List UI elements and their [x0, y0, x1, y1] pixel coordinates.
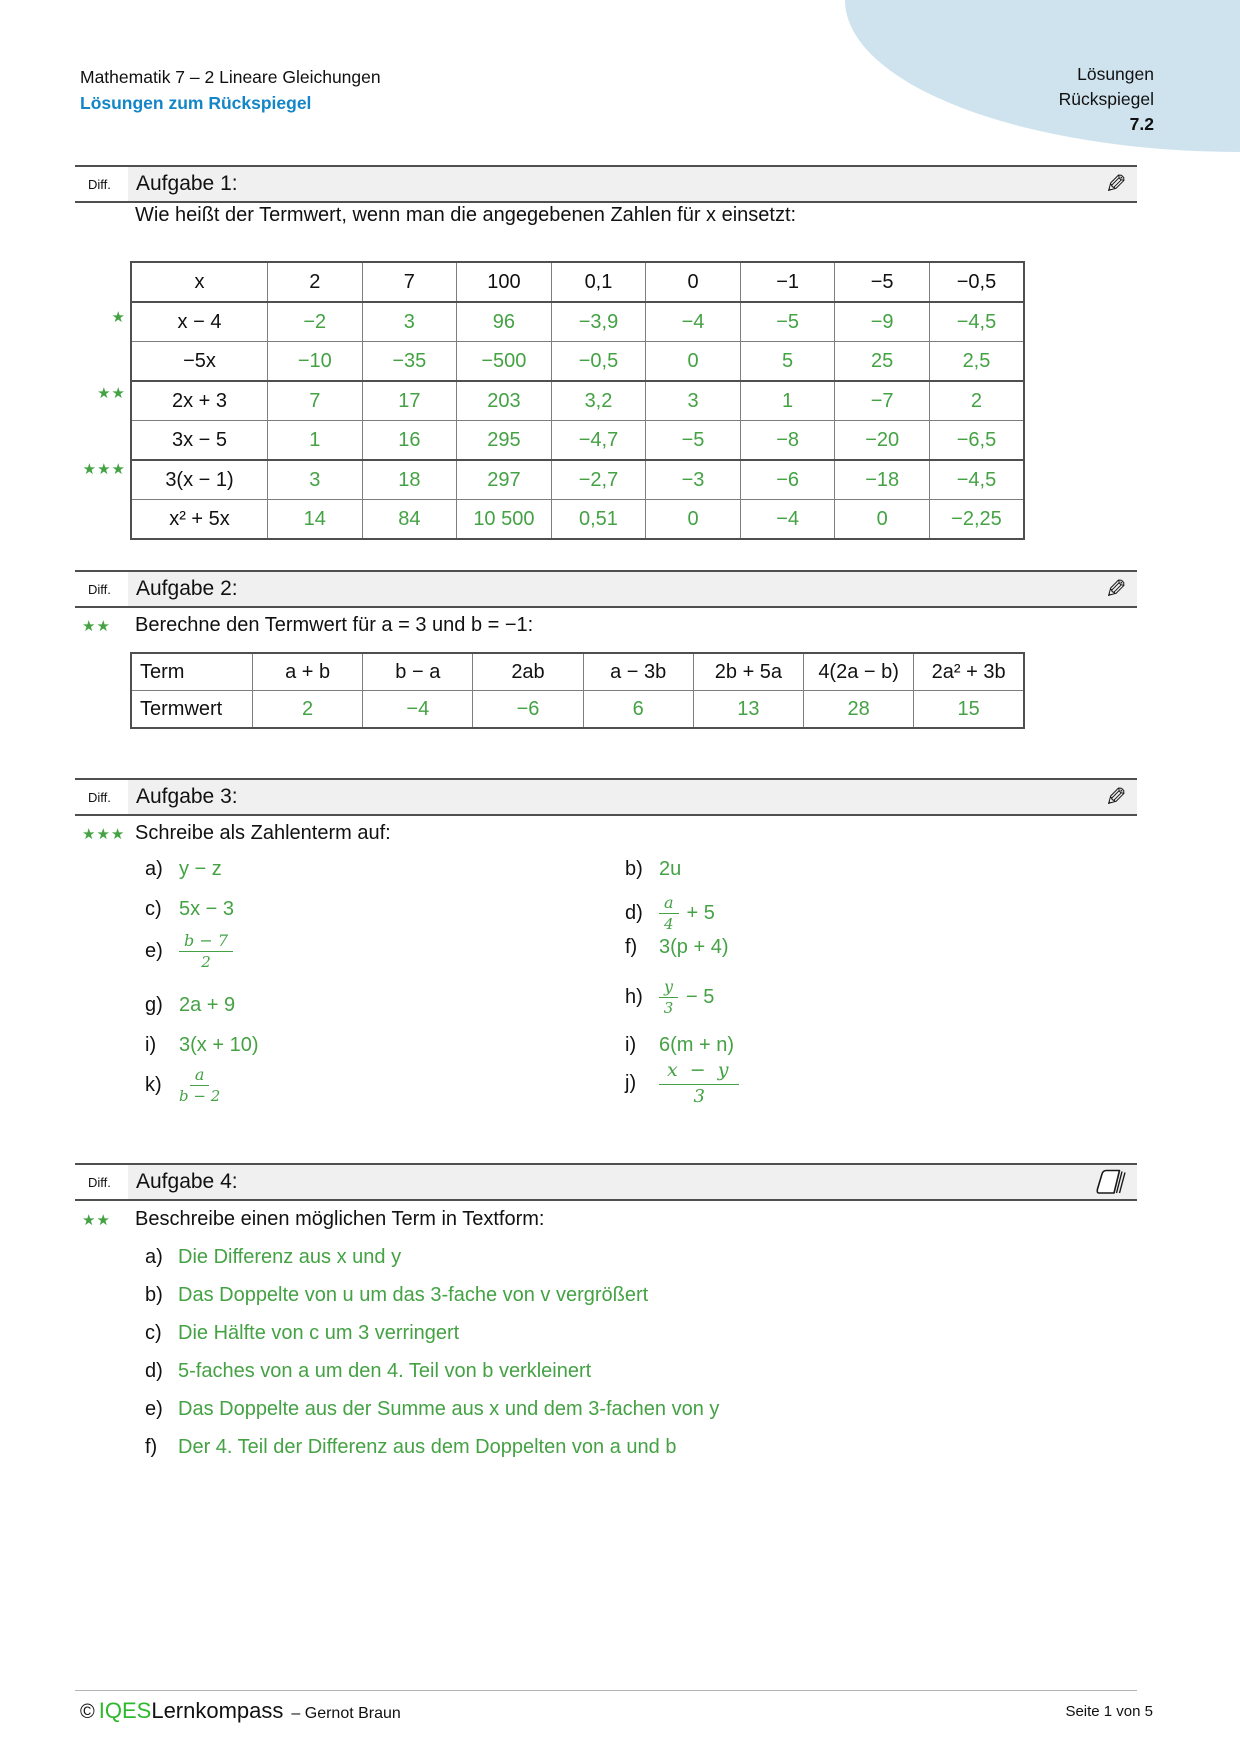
table-header-cell: −0,5 [929, 262, 1024, 302]
term-cell: x² + 5x [131, 500, 268, 540]
value-cell: 16 [362, 421, 457, 461]
fraction-numerator: x − y [659, 1060, 739, 1085]
fraction-expression [659, 978, 678, 1017]
value-cell: −5 [740, 302, 835, 342]
item-label: f) [625, 936, 638, 958]
fraction-expression [179, 932, 233, 971]
value-cell: 2 [253, 691, 363, 729]
task2-table-grid [130, 652, 1025, 729]
item-label: i) [145, 1034, 157, 1056]
value-cell: −8 [740, 421, 835, 461]
value-cell: 0 [646, 500, 741, 540]
item-label: a) [145, 858, 163, 880]
table-row [131, 500, 1024, 540]
value-cell: 5 [740, 342, 835, 382]
value-cell: 3 [268, 460, 363, 500]
value-cell: −5 [646, 421, 741, 461]
expression-item [625, 936, 734, 959]
expression-text: + 5 [686, 902, 715, 925]
pencil-icon: ✎ [1105, 574, 1127, 604]
value-cell: 3,2 [551, 381, 646, 421]
table-row [131, 342, 1024, 382]
item-label: c) [145, 1322, 162, 1344]
fraction-denominator: 3 [663, 999, 674, 1018]
fraction-denominator: 4 [664, 915, 674, 934]
value-cell: 28 [804, 691, 914, 729]
task2-instruction: Berechne den Termwert für a = 3 und b = −1: [135, 614, 534, 636]
expression-text: 3(x + 10) [179, 1034, 259, 1056]
footer-divider [75, 1690, 1137, 1691]
expression-item [145, 932, 241, 971]
value-cell: −2,25 [929, 500, 1024, 540]
value-cell: −4 [363, 691, 473, 729]
task2-header [75, 570, 1137, 608]
text-term-item [145, 1360, 591, 1383]
value-cell: 0 [835, 500, 930, 540]
expression-item [145, 994, 241, 1017]
text-term-item [145, 1436, 676, 1459]
task2-table [130, 652, 1025, 729]
table-header-cell: 100 [457, 262, 552, 302]
footer-author: – Gernot Braun [291, 1705, 401, 1722]
task3-title: Aufgabe 3: [136, 785, 238, 808]
task1-title: Aufgabe 1: [136, 172, 238, 195]
row-difficulty-stars: ★★★ [82, 461, 126, 478]
table-row [131, 691, 1024, 729]
fraction-expression [659, 1060, 739, 1107]
table-header-cell: x [131, 262, 268, 302]
task3-difficulty-stars: ★★★ [82, 826, 126, 843]
expression-item [145, 898, 240, 921]
term-cell: 3x − 5 [131, 421, 268, 461]
value-cell: 297 [457, 460, 552, 500]
task1-header-bar [128, 167, 1137, 201]
corner-line-rueckspiegel: Rückspiegel [1058, 89, 1154, 109]
item-answer-text: Das Doppelte von u um das 3-fache von v vergrößert [178, 1284, 649, 1306]
expression-item [625, 894, 721, 933]
task4-header-bar [128, 1165, 1137, 1199]
task2-title: Aufgabe 2: [136, 577, 238, 600]
value-cell: −35 [362, 342, 457, 382]
item-label: b) [145, 1284, 163, 1306]
table-header-cell: 2 [268, 262, 363, 302]
task4-title: Aufgabe 4: [136, 1170, 238, 1193]
task1-table [130, 261, 1025, 540]
fraction-denominator: 2 [201, 953, 211, 972]
value-cell: −2,7 [551, 460, 646, 500]
task2-header-bar [128, 572, 1137, 606]
value-cell: −3 [646, 460, 741, 500]
fraction-numerator: a [659, 894, 679, 914]
term-cell: 2b + 5a [693, 653, 803, 691]
item-label: b) [625, 858, 643, 880]
item-label: d) [145, 1360, 163, 1382]
value-cell: −10 [268, 342, 363, 382]
item-label: c) [145, 898, 162, 920]
row-label-cell: Termwert [131, 691, 253, 729]
table-header-cell: 0 [646, 262, 741, 302]
value-cell: −9 [835, 302, 930, 342]
value-cell: 3 [362, 302, 457, 342]
table-row [131, 302, 1024, 342]
value-cell: −0,5 [551, 342, 646, 382]
page-number: Seite 1 von 5 [1065, 1703, 1153, 1720]
value-cell: −2 [268, 302, 363, 342]
item-label: e) [145, 1398, 163, 1420]
task2-difficulty-stars: ★★ [82, 618, 111, 635]
expression-item [625, 1034, 740, 1057]
value-cell: 2 [929, 381, 1024, 421]
table-header-cell: 0,1 [551, 262, 646, 302]
value-cell: 25 [835, 342, 930, 382]
expression-item [625, 858, 687, 881]
fraction-expression [659, 894, 679, 933]
item-answer-text: Die Hälfte von c um 3 verringert [178, 1322, 460, 1344]
value-cell: −4 [646, 302, 741, 342]
text-term-item [145, 1398, 719, 1421]
diff-label: Diff. [75, 572, 128, 606]
value-cell: −18 [835, 460, 930, 500]
term-cell: 2x + 3 [131, 381, 268, 421]
value-cell: 13 [693, 691, 803, 729]
term-cell: 4(2a − b) [804, 653, 914, 691]
task3-instruction: Schreibe als Zahlenterm auf: [135, 822, 391, 844]
expression-item [145, 858, 228, 881]
value-cell: −4,5 [929, 460, 1024, 500]
item-label: g) [145, 994, 163, 1016]
term-cell: −5x [131, 342, 268, 382]
value-cell: 10 500 [457, 500, 552, 540]
brand-lernkompass: Lernkompass [151, 1698, 284, 1723]
corner-label [1059, 62, 1154, 137]
value-cell: 17 [362, 381, 457, 421]
text-term-item [145, 1322, 459, 1345]
item-label: j) [625, 1072, 637, 1095]
value-cell: −6 [473, 691, 583, 729]
value-cell: 1 [740, 381, 835, 421]
task1-table-grid [130, 261, 1025, 540]
expression-text: − 5 [686, 986, 715, 1009]
value-cell: 96 [457, 302, 552, 342]
value-cell: −3,9 [551, 302, 646, 342]
item-answer-text: Das Doppelte aus der Summe aus x und dem 3-fachen von y [178, 1398, 720, 1420]
fraction-denominator: 3 [693, 1085, 705, 1107]
diff-label: Diff. [75, 780, 128, 814]
corner-decoration [845, 0, 1240, 152]
text-term-item [145, 1246, 401, 1269]
task4-difficulty-stars: ★★ [82, 1212, 111, 1229]
row-difficulty-stars: ★ [111, 309, 126, 326]
expression-item [145, 1066, 228, 1105]
row-label-cell: Term [131, 653, 253, 691]
table-header-cell: 7 [362, 262, 457, 302]
value-cell: 2,5 [929, 342, 1024, 382]
corner-section-number: 7.2 [1129, 114, 1154, 134]
item-label: h) [625, 986, 643, 1009]
diff-label: Diff. [75, 1165, 128, 1199]
brand-iqes: IQES [98, 1698, 152, 1723]
item-label: e) [145, 940, 163, 963]
document-subtitle: Lösungen zum Rückspiegel [80, 93, 312, 113]
expression-text: 3(p + 4) [659, 936, 729, 958]
fraction-expression [179, 1066, 220, 1105]
value-cell: 7 [268, 381, 363, 421]
item-label: a) [145, 1246, 163, 1268]
value-cell: −7 [835, 381, 930, 421]
value-cell: 0,51 [551, 500, 646, 540]
task3-header-bar [128, 780, 1137, 814]
table-row [131, 381, 1024, 421]
expression-text: 2u [659, 858, 682, 880]
value-cell: −20 [835, 421, 930, 461]
document-title: Mathematik 7 – 2 Lineare Gleichungen [80, 67, 381, 87]
value-cell: 1 [268, 421, 363, 461]
item-answer-text: 5-faches von a um den 4. Teil von b verkleinert [178, 1360, 592, 1382]
item-label: k) [145, 1074, 162, 1097]
value-cell: 0 [646, 342, 741, 382]
fraction-numerator: a [190, 1066, 210, 1086]
item-label: f) [145, 1436, 158, 1458]
value-cell: 203 [457, 381, 552, 421]
value-cell: −4,7 [551, 421, 646, 461]
value-cell: 295 [457, 421, 552, 461]
footer-brand [80, 1698, 401, 1724]
value-cell: 18 [362, 460, 457, 500]
term-cell: 2ab [473, 653, 583, 691]
term-cell: a + b [253, 653, 363, 691]
expression-text: y − z [179, 858, 222, 880]
document-header [80, 64, 381, 116]
table-row [131, 421, 1024, 461]
item-answer-text: Die Differenz aus x und y [178, 1246, 402, 1268]
value-cell: −500 [457, 342, 552, 382]
task4-instruction: Beschreibe einen möglichen Term in Textform: [135, 1208, 545, 1230]
fraction-numerator: y [659, 978, 678, 998]
expression-item [625, 978, 720, 1017]
value-cell: −4 [740, 500, 835, 540]
task3-header [75, 778, 1137, 816]
expression-text: 2a + 9 [179, 994, 236, 1016]
item-label: i) [625, 1034, 637, 1056]
pencil-icon: ✎ [1105, 782, 1127, 812]
value-cell: 3 [646, 381, 741, 421]
term-cell: 3(x − 1) [131, 460, 268, 500]
row-difficulty-stars: ★★ [97, 385, 126, 402]
fraction-numerator: b − 7 [179, 932, 233, 952]
task4-header [75, 1163, 1137, 1201]
expression-text: 5x − 3 [179, 898, 235, 920]
corner-line-loesungen: Lösungen [1077, 64, 1154, 84]
table-header-row [131, 653, 1024, 691]
value-cell: 14 [268, 500, 363, 540]
value-cell: −6,5 [929, 421, 1024, 461]
task1-header [75, 165, 1137, 203]
expression-item [145, 1034, 264, 1057]
expression-text: 6(m + n) [659, 1034, 735, 1056]
value-cell: −4,5 [929, 302, 1024, 342]
value-cell: −6 [740, 460, 835, 500]
term-cell: 2a² + 3b [914, 653, 1024, 691]
pages-icon [1093, 1167, 1127, 1197]
item-answer-text: Der 4. Teil der Differenz aus dem Doppelten von a und b [178, 1436, 677, 1458]
fraction-denominator: b − 2 [179, 1087, 221, 1106]
item-label: d) [625, 902, 643, 925]
task1-instruction: Wie heißt der Termwert, wenn man die angegebenen Zahlen für x einsetzt: [135, 204, 797, 226]
diff-label: Diff. [75, 167, 128, 201]
value-cell: 84 [362, 500, 457, 540]
term-cell: b − a [363, 653, 473, 691]
value-cell: 15 [914, 691, 1024, 729]
expression-item [625, 1060, 747, 1107]
term-cell: a − 3b [583, 653, 693, 691]
value-cell: 6 [583, 691, 693, 729]
table-header-cell: −1 [740, 262, 835, 302]
term-cell: x − 4 [131, 302, 268, 342]
table-header-cell: −5 [835, 262, 930, 302]
table-row [131, 460, 1024, 500]
table-header-row [131, 262, 1024, 302]
pencil-icon: ✎ [1105, 169, 1127, 199]
text-term-item [145, 1284, 648, 1307]
copyright-icon: © [80, 1701, 95, 1723]
